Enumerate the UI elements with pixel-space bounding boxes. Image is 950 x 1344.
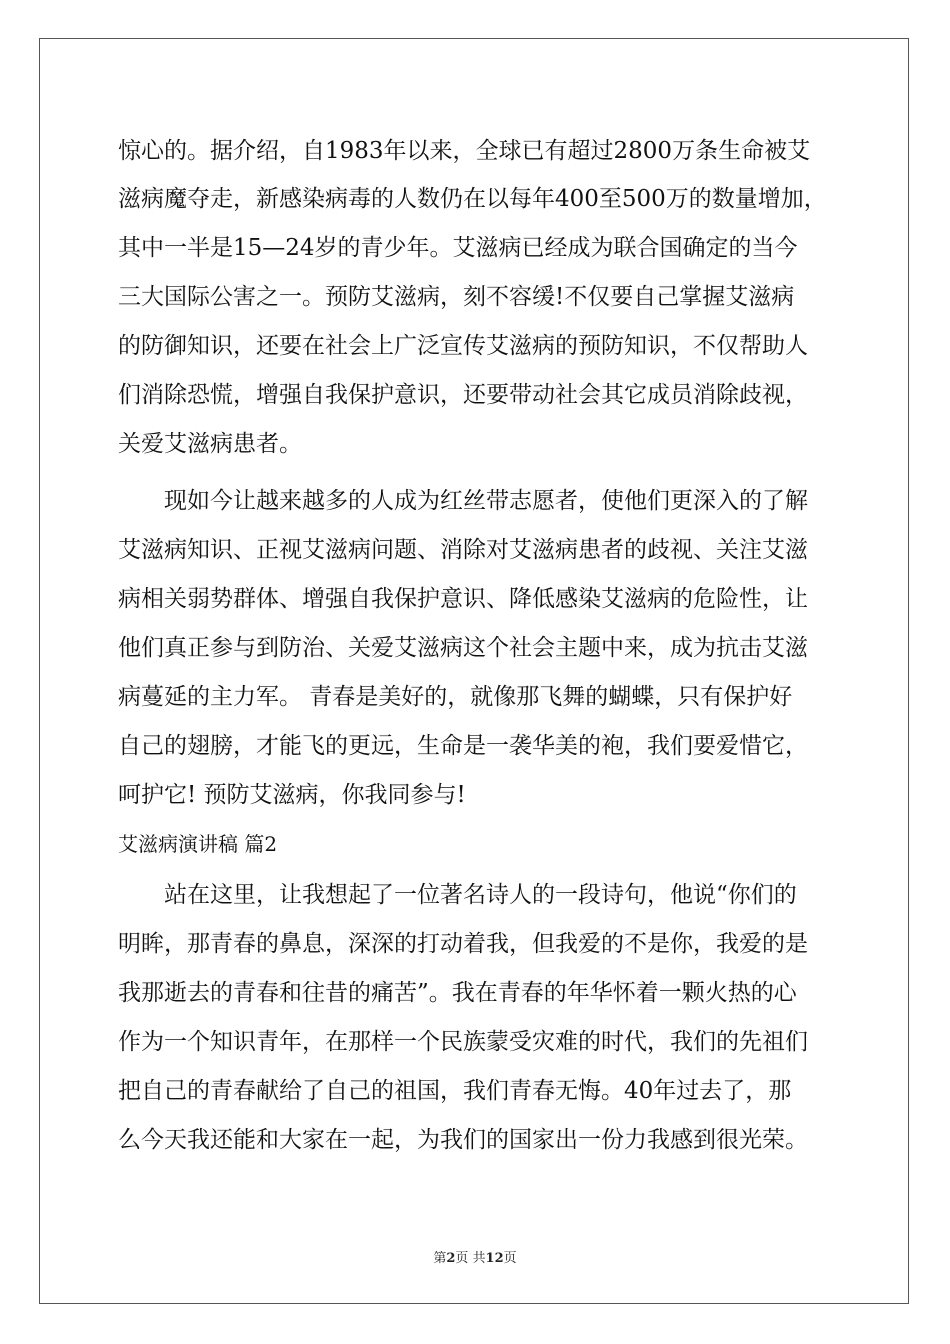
paragraph-line: 的防御知识，还要在社会上广泛宣传艾滋病的预防知识，不仅帮助人 [118,333,808,359]
paragraph-line: 现如今让越来越多的人成为红丝带志愿者，使他们更深入的了解 [164,488,808,514]
paragraph-line: 呵护它! 预防艾滋病，你我同参与! [118,782,466,808]
paragraph-line: 作为一个知识青年，在那样一个民族蒙受灾难的时代，我们的先祖们 [118,1029,808,1055]
paragraph-line: 惊心的。据介绍，自1983年以来，全球已有超过2800万条生命被艾 [118,138,811,164]
paragraph-line: 病蔓延的主力军。 青春是美好的，就像那飞舞的蝴蝶，只有保护好 [118,684,793,710]
paragraph-line: 其中一半是15—24岁的青少年。艾滋病已经成为联合国确定的当今 [118,235,798,261]
page-border [39,38,909,1304]
paragraph-line: 他们真正参与到防治、关爱艾滋病这个社会主题中来，成为抗击艾滋 [118,635,808,661]
paragraph-line: 艾滋病知识、正视艾滋病问题、消除对艾滋病患者的歧视、关注艾滋 [118,537,808,563]
footer-suffix: 页 [503,1251,517,1266]
footer-page-number: 2 [446,1251,456,1266]
section-heading: 艾滋病演讲稿 篇2 [118,832,278,856]
footer-prefix: 第 [433,1251,447,1266]
paragraph-line: 们消除恐慌，增强自我保护意识，还要带动社会其它成员消除歧视， [118,382,808,408]
page-footer [0,1247,950,1266]
paragraph-line: 三大国际公害之一。预防艾滋病，刻不容缓!不仅要自己掌握艾滋病 [118,284,795,310]
paragraph-line: 自己的翅膀，才能飞的更远，生命是一袭华美的袍，我们要爱惜它， [118,733,808,759]
paragraph-line: 关爱艾滋病患者。 [118,431,302,457]
paragraph-line: 明眸，那青春的鼻息，深深的打动着我，但我爱的不是你，我爱的是 [118,931,808,957]
paragraph-line: 我那逝去的青春和往昔的痛苦”。我在青春的年华怀着一颗火热的心 [118,980,797,1006]
footer-mid: 页 共 [455,1251,486,1266]
paragraph-line: 病相关弱势群体、增强自我保护意识、降低感染艾滋病的危险性，让 [118,586,808,612]
paragraph-line: 么今天我还能和大家在一起，为我们的国家出一份力我感到很光荣。 [118,1127,808,1153]
paragraph-line: 把自己的青春献给了自己的祖国，我们青春无悔。40年过去了，那 [118,1078,792,1104]
paragraph-line: 站在这里，让我想起了一位著名诗人的一段诗句，他说“你们的 [164,882,797,908]
footer-total-pages: 12 [485,1251,504,1266]
paragraph-line: 滋病魔夺走，新感染病毒的人数仍在以每年400至500万的数量增加， [118,186,827,212]
